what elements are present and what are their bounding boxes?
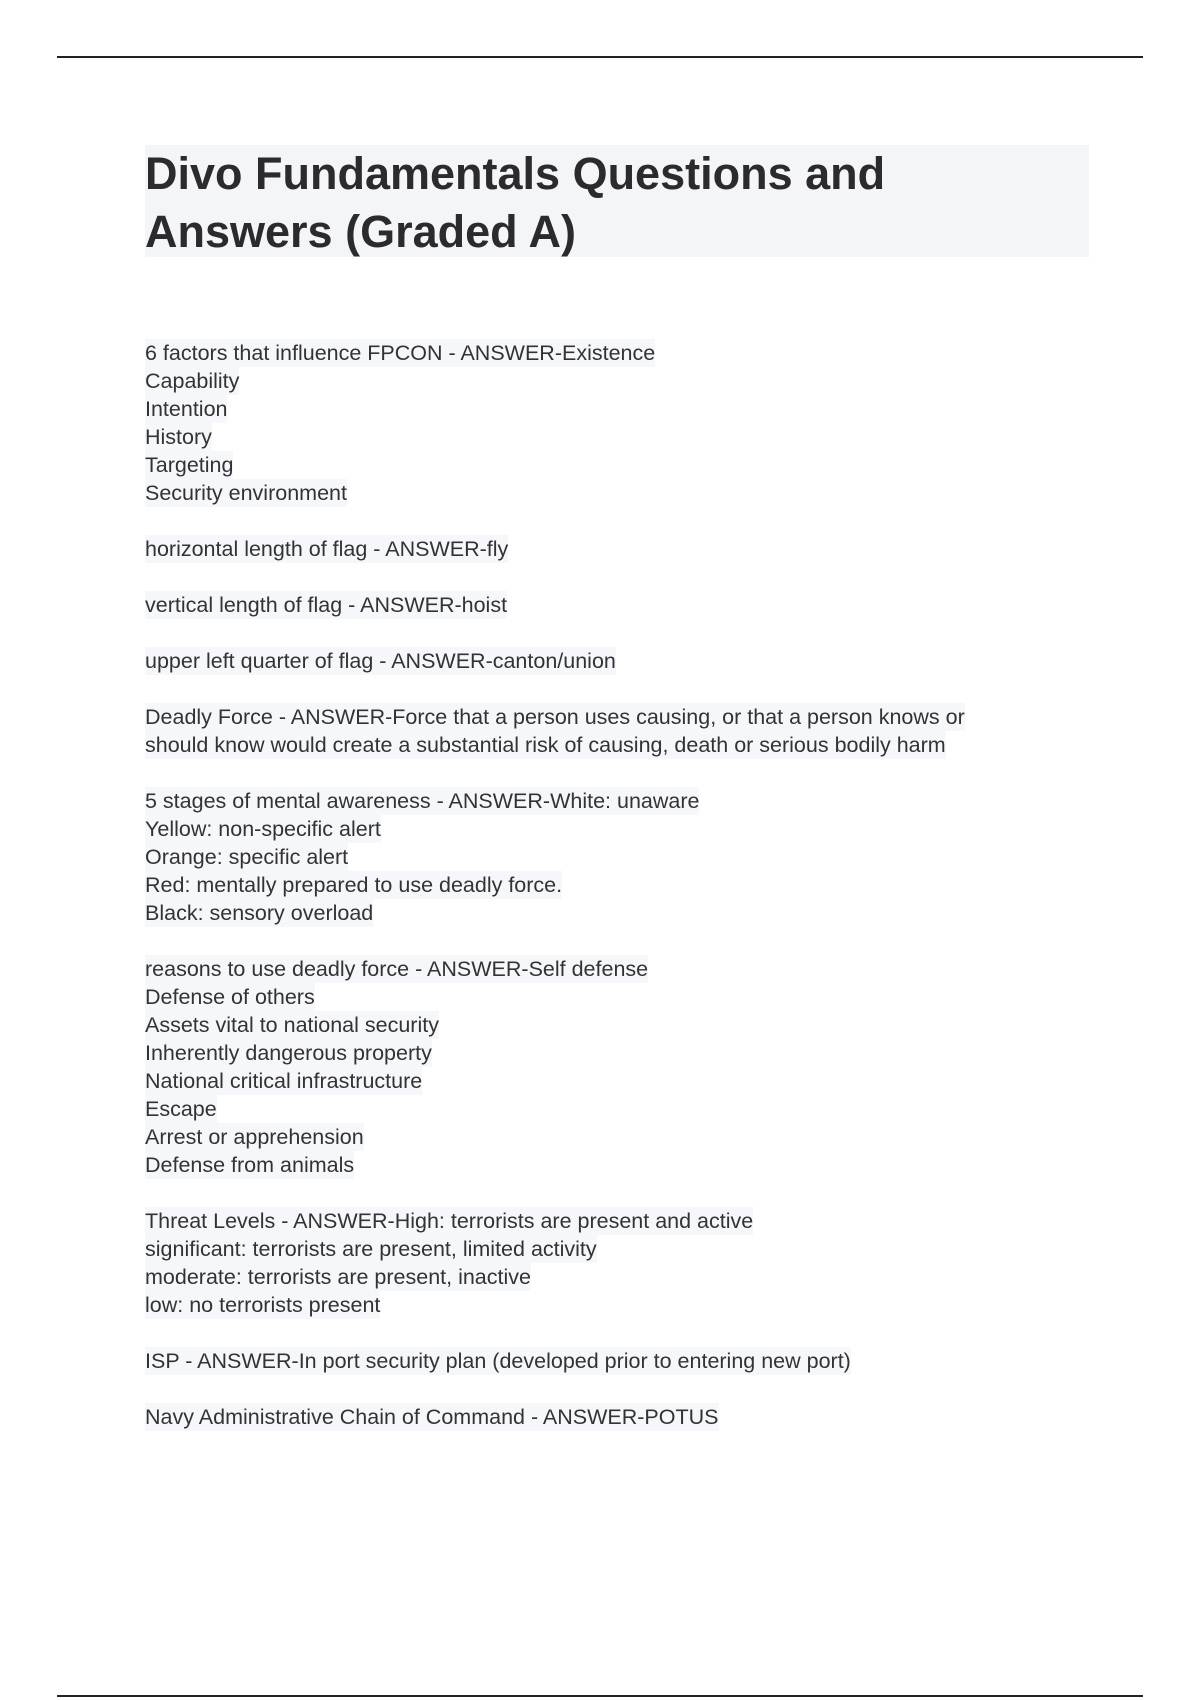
qa-item xyxy=(145,1347,1089,1375)
qa-line: History xyxy=(145,425,212,449)
qa-line: Escape xyxy=(145,1097,217,1121)
qa-line: Deadly Force - ANSWER-Force that a person uses causing, or that a person knows or xyxy=(145,705,965,729)
qa-item xyxy=(145,1403,1089,1431)
qa-item xyxy=(145,591,1089,619)
qa-line: Arrest or apprehension xyxy=(145,1125,364,1149)
top-rule xyxy=(57,56,1143,58)
bottom-rule xyxy=(57,1695,1143,1697)
qa-item xyxy=(145,955,1089,1179)
qa-line: upper left quarter of flag - ANSWER-canton/union xyxy=(145,649,616,673)
qa-item xyxy=(145,647,1089,675)
qa-line: should know would create a substantial risk of causing, death or serious bodily harm xyxy=(145,733,946,757)
title-line-1: Divo Fundamentals Questions and xyxy=(145,148,886,199)
qa-line: Red: mentally prepared to use deadly force. xyxy=(145,873,563,897)
qa-line: horizontal length of flag - ANSWER-fly xyxy=(145,537,509,561)
qa-content xyxy=(145,339,1089,1459)
title-line-2: Answers (Graded A) xyxy=(145,206,576,257)
qa-line: Yellow: non-specific alert xyxy=(145,817,381,841)
qa-line: Assets vital to national security xyxy=(145,1013,439,1037)
qa-item xyxy=(145,787,1089,927)
page-title xyxy=(145,145,885,261)
qa-line: Threat Levels - ANSWER-High: terrorists are present and active xyxy=(145,1209,754,1233)
qa-line: Targeting xyxy=(145,453,234,477)
qa-line: Intention xyxy=(145,397,228,421)
qa-line: significant: terrorists are present, limited activity xyxy=(145,1237,597,1261)
qa-line: moderate: terrorists are present, inactive xyxy=(145,1265,531,1289)
qa-line: vertical length of flag - ANSWER-hoist xyxy=(145,593,508,617)
title-block xyxy=(145,145,1089,257)
qa-item xyxy=(145,339,1089,507)
qa-line: Defense from animals xyxy=(145,1153,355,1177)
qa-item xyxy=(145,1207,1089,1319)
qa-line: reasons to use deadly force - ANSWER-Self defense xyxy=(145,957,649,981)
qa-line: Defense of others xyxy=(145,985,315,1009)
qa-line: Orange: specific alert xyxy=(145,845,349,869)
qa-line: Navy Administrative Chain of Command - ANSWER-POTUS xyxy=(145,1405,719,1429)
qa-line: Capability xyxy=(145,369,240,393)
qa-item xyxy=(145,703,1089,759)
qa-item xyxy=(145,535,1089,563)
qa-line: ISP - ANSWER-In port security plan (developed prior to entering new port) xyxy=(145,1349,851,1373)
qa-line: National critical infrastructure xyxy=(145,1069,423,1093)
qa-line: low: no terrorists present xyxy=(145,1293,381,1317)
qa-line: Inherently dangerous property xyxy=(145,1041,432,1065)
qa-line: 6 factors that influence FPCON - ANSWER-Existence xyxy=(145,341,656,365)
qa-line: Security environment xyxy=(145,481,347,505)
qa-line: 5 stages of mental awareness - ANSWER-White: unaware xyxy=(145,789,700,813)
qa-line: Black: sensory overload xyxy=(145,901,374,925)
